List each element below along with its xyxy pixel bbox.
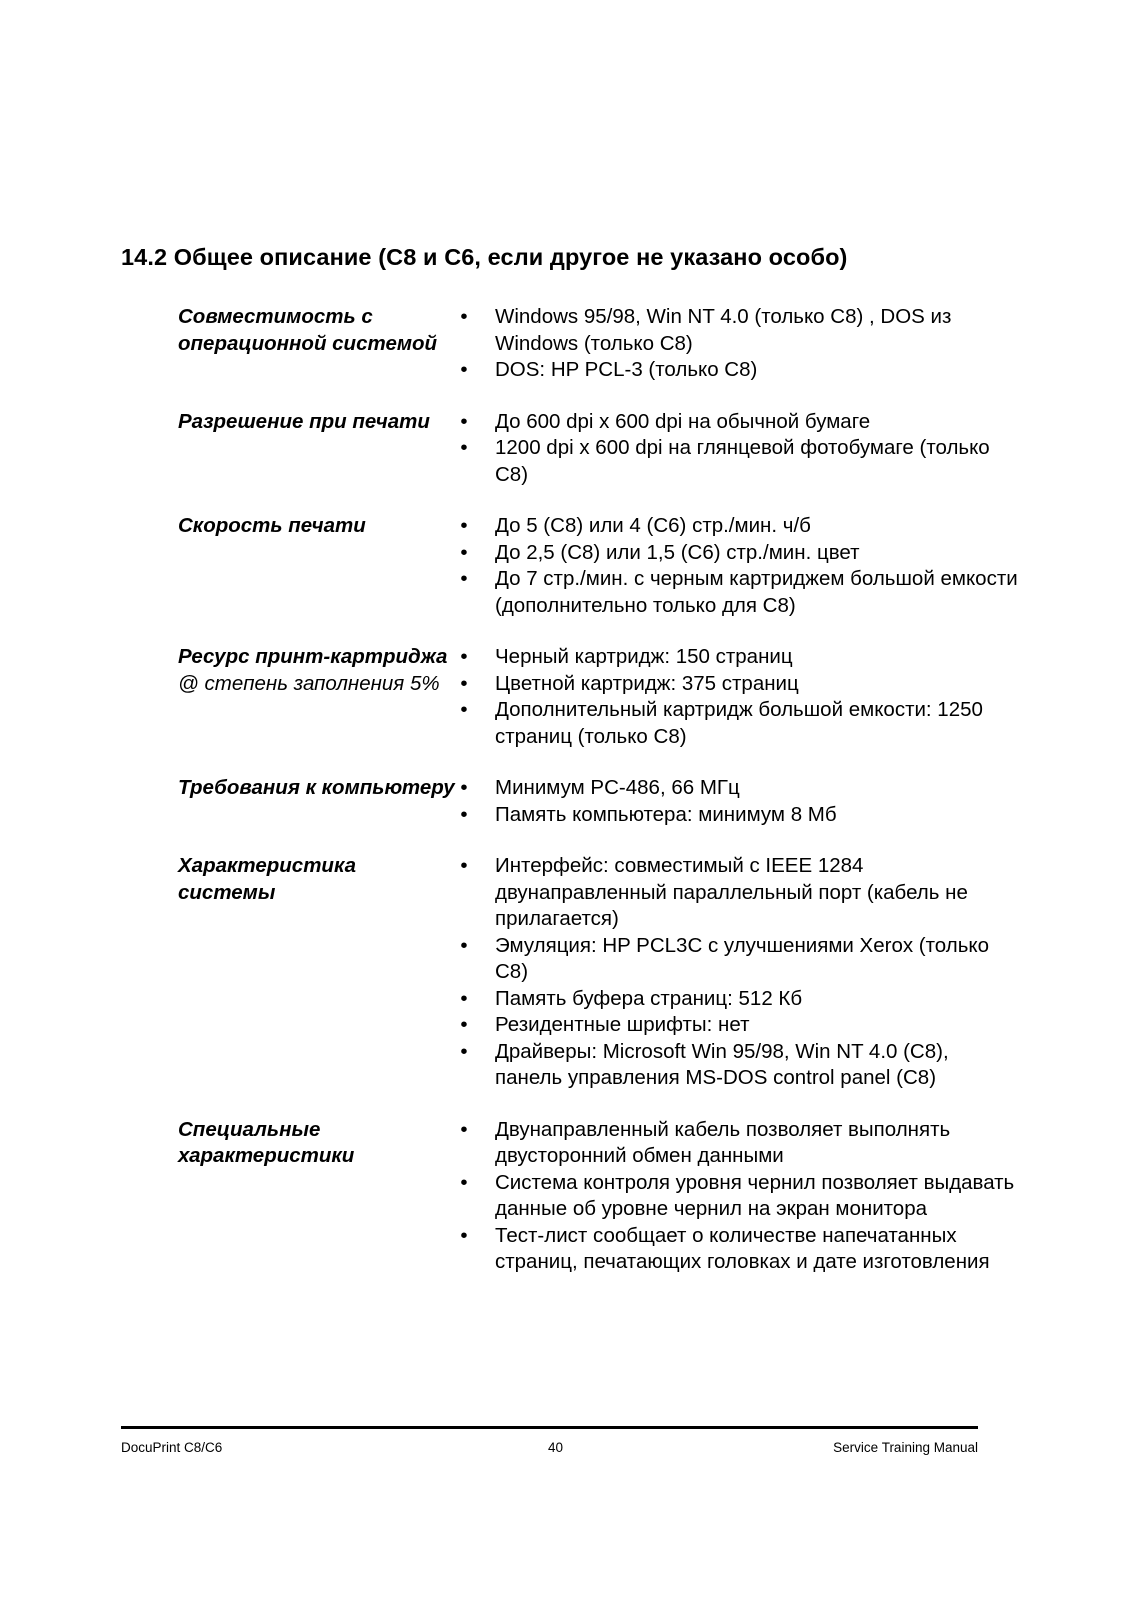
spec-label [121,1117,457,1276]
bullet-icon: • [460,776,468,799]
spec-value-text: До 600 dpi x 600 dpi на обычной бумаге [495,409,871,433]
spec-label-text: Характеристика системы [178,854,356,904]
spec-label-text: Специальные характеристики [178,1117,355,1167]
spec-value-item [457,775,1021,802]
spec-value-text: Память компьютера: минимум 8 Мб [495,802,837,826]
spec-value-text: Цветной картридж: 375 страниц [495,671,799,695]
spec-value-item [457,644,1021,671]
bullet-icon: • [460,645,468,668]
bullet-icon: • [460,540,468,564]
spec-label-note: @ степень заполнения 5% [178,671,440,695]
spec-value-item [457,1170,1021,1223]
bullet-icon: • [460,1223,468,1247]
spec-row [121,1117,1021,1276]
spec-value-list [457,304,1021,384]
spec-value-item [457,513,1021,540]
spec-value-item [457,566,1021,619]
spec-value-item [457,1117,1021,1170]
spec-label [121,853,457,1092]
spec-row [121,853,1021,1092]
spec-value-item [457,540,1021,567]
spec-value-item [457,1039,1021,1092]
spec-value-list [457,644,1021,750]
spec-label [121,513,457,619]
spec-label [121,644,457,750]
spec-value-text: До 5 (C8) или 4 (C6) стр./мин. ч/б [495,514,811,537]
bullet-icon: • [460,514,468,537]
bullet-icon: • [460,1039,468,1063]
bullet-icon: • [460,1117,468,1141]
spec-row [121,304,1021,384]
bullet-icon: • [460,409,468,433]
spec-value-item [457,304,1021,357]
spec-value-text: Система контроля уровня чернил позволяет выдавать данные об уровне чернил на экран монитора [495,1170,1015,1220]
spec-label-text: Ресурс принт-картриджа [178,645,448,668]
spec-row [121,644,1021,750]
spec-label-text: Совместимость с операционной системой [178,305,438,355]
bullet-icon: • [460,1013,468,1036]
spec-value-list [457,775,1021,828]
bullet-icon: • [460,933,468,957]
spec-value-item [457,986,1021,1013]
spec-value-list [457,853,1021,1092]
bullet-icon: • [460,986,468,1010]
spec-value-text: Windows 95/98, Win NT 4.0 (только C8) , DOS из Windows (только C8) [495,305,952,355]
footer-product: DocuPrint C8/C6 [121,1440,223,1455]
spec-row [121,513,1021,619]
footer-divider [121,1426,978,1429]
spec-value-list [457,409,1021,489]
spec-value-text: Тест-лист сообщает о количестве напечатанных страниц, печатающих головках и дате изготовления [495,1223,990,1273]
spec-value-text: Эмуляция: HP PCL3C с улучшениями Xerox (только C8) [495,933,989,983]
spec-value-item [457,409,1021,436]
spec-label [121,409,457,489]
bullet-icon: • [460,698,468,721]
spec-value-text: DOS: HP PCL-3 (только C8) [495,358,758,381]
bullet-icon: • [460,436,468,459]
spec-value-text: Резидентные шрифты: нет [495,1013,750,1036]
spec-value-text: Драйверы: Microsoft Win 95/98, Win NT 4.0 (C8), панель управления MS-DOS control panel (C8) [495,1039,949,1089]
spec-value-item [457,435,1021,488]
section-heading: 14.2 Общее описание (C8 и C6, если другое не указано особо) [121,244,848,270]
spec-value-item [457,1223,1021,1276]
spec-value-text: 1200 dpi x 600 dpi на глянцевой фотобумаге (только C8) [495,436,990,486]
spec-row [121,409,1021,489]
spec-value-item [457,802,1021,829]
spec-value-text: До 7 стр./мин. с черным картриджем большой емкости (дополнительно только для C8) [495,567,1018,617]
spec-label [121,775,457,828]
spec-value-list [457,1117,1021,1276]
spec-value-item [457,697,1021,750]
bullet-icon: • [460,358,468,381]
spec-value-text: Дополнительный картридж большой емкости: 1250 страниц (только C8) [495,698,983,748]
spec-value-item [457,1012,1021,1039]
spec-label-text: Разрешение при печати [178,409,430,433]
spec-value-item [457,933,1021,986]
bullet-icon: • [460,1170,468,1194]
bullet-icon: • [460,305,468,328]
spec-table [121,304,1021,1301]
spec-row [121,775,1021,828]
spec-label-text: Требования к компьютеру [178,776,455,799]
bullet-icon: • [460,802,468,826]
spec-value-item [457,357,1021,384]
spec-value-list [457,513,1021,619]
spec-value-text: Черный картридж: 150 страниц [495,645,793,668]
bullet-icon: • [460,567,468,590]
footer-page-number: 40 [548,1440,564,1455]
spec-value-text: Минимум PC-486, 66 МГц [495,776,740,799]
spec-value-text: Двунаправленный кабель позволяет выполнять двусторонний обмен данными [495,1117,951,1167]
spec-value-text: Интерфейс: совместимый с IEEE 1284 двунаправленный параллельный порт (кабель не прилагается) [495,854,968,930]
bullet-icon: • [460,854,468,877]
spec-value-item [457,853,1021,933]
spec-value-text: До 2,5 (C8) или 1,5 (C6) стр./мин. цвет [495,540,860,564]
spec-label-text: Скорость печати [178,514,366,537]
spec-value-text: Память буфера страниц: 512 Кб [495,986,803,1010]
spec-label [121,304,457,384]
spec-value-item [457,671,1021,698]
footer-manual-title: Service Training Manual [833,1440,978,1455]
bullet-icon: • [460,671,468,695]
